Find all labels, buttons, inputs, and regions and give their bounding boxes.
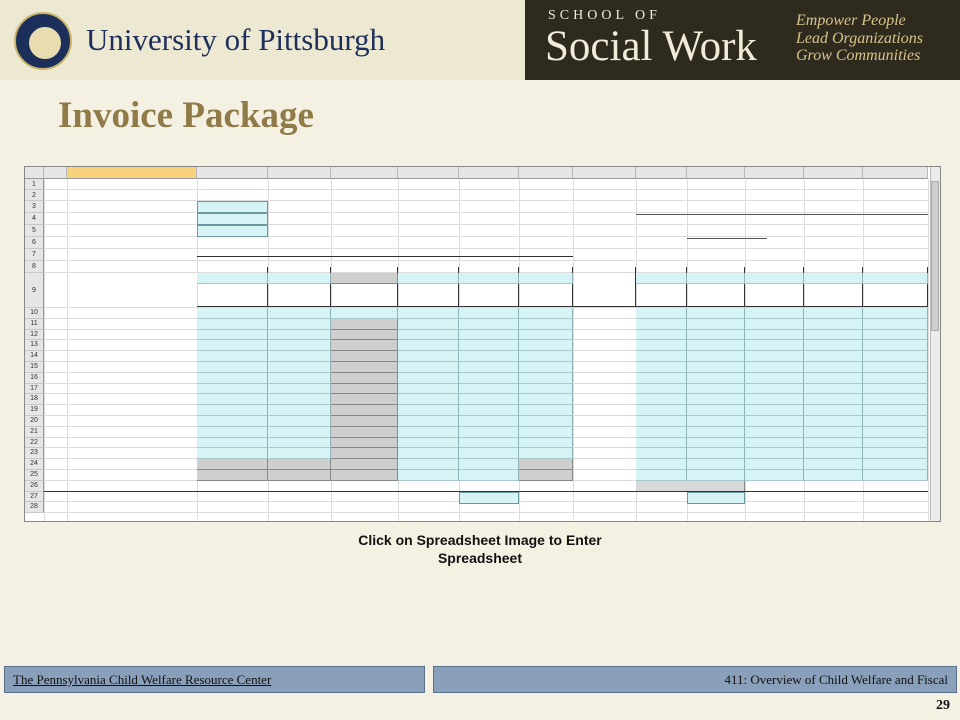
input-cell[interactable] bbox=[268, 373, 331, 384]
input-cell[interactable] bbox=[745, 330, 804, 341]
input-cell[interactable] bbox=[636, 448, 687, 459]
input-cell[interactable] bbox=[197, 362, 268, 373]
input-cell[interactable] bbox=[519, 394, 573, 405]
input-cell[interactable] bbox=[197, 330, 268, 341]
input-cell[interactable] bbox=[804, 362, 863, 373]
input-cell[interactable] bbox=[745, 308, 804, 319]
row-header: 26 bbox=[25, 481, 44, 492]
input-cell[interactable] bbox=[519, 427, 573, 438]
input-cell[interactable] bbox=[398, 470, 459, 481]
input-cell[interactable] bbox=[398, 459, 459, 470]
disabled-cell bbox=[331, 330, 398, 341]
column-header bbox=[197, 167, 268, 179]
input-cell[interactable] bbox=[398, 351, 459, 362]
input-cell[interactable] bbox=[804, 405, 863, 416]
input-cell[interactable] bbox=[687, 394, 745, 405]
input-cell[interactable] bbox=[636, 459, 687, 470]
input-cell[interactable] bbox=[863, 319, 928, 330]
input-cell[interactable] bbox=[519, 308, 573, 319]
column-header bbox=[268, 167, 331, 179]
disabled-cell bbox=[331, 340, 398, 351]
vertical-scrollbar[interactable] bbox=[930, 167, 940, 522]
row-header: 13 bbox=[25, 340, 44, 351]
disabled-cell bbox=[268, 459, 331, 470]
input-cell[interactable] bbox=[398, 448, 459, 459]
objects-label bbox=[197, 256, 573, 257]
input-cell[interactable] bbox=[398, 319, 459, 330]
input-cell[interactable] bbox=[687, 459, 745, 470]
input-cell[interactable] bbox=[636, 384, 687, 395]
input-cell[interactable] bbox=[268, 340, 331, 351]
resource-center-link[interactable]: The Pennsylvania Child Welfare Resource Center bbox=[13, 672, 272, 687]
page-number: 29 bbox=[936, 698, 950, 713]
input-cell[interactable] bbox=[745, 362, 804, 373]
column-header bbox=[863, 167, 928, 179]
row-header: 28 bbox=[25, 502, 44, 513]
row-header: 27 bbox=[25, 492, 44, 503]
input-cell[interactable] bbox=[863, 459, 928, 470]
input-cell[interactable] bbox=[745, 459, 804, 470]
input-cell[interactable] bbox=[519, 340, 573, 351]
input-cell[interactable] bbox=[459, 459, 519, 470]
input-cell[interactable] bbox=[745, 448, 804, 459]
input-cell[interactable] bbox=[197, 340, 268, 351]
page-title: Invoice Package bbox=[58, 95, 314, 136]
input-cell[interactable] bbox=[398, 330, 459, 341]
row-header: 23 bbox=[25, 448, 44, 459]
input-cell[interactable] bbox=[268, 427, 331, 438]
disabled-cell bbox=[331, 427, 398, 438]
input-cell[interactable] bbox=[745, 340, 804, 351]
row-header: 11 bbox=[25, 319, 44, 330]
input-cell[interactable] bbox=[745, 373, 804, 384]
col-gridline bbox=[44, 179, 45, 522]
input-cell[interactable] bbox=[197, 384, 268, 395]
row27-right-input[interactable] bbox=[687, 492, 745, 504]
input-cell[interactable] bbox=[459, 273, 519, 284]
column-header bbox=[44, 167, 67, 179]
row-header: 24 bbox=[25, 459, 44, 470]
input-cell[interactable] bbox=[745, 427, 804, 438]
input-cell[interactable] bbox=[804, 416, 863, 427]
input-cell[interactable] bbox=[398, 273, 459, 284]
disabled-cell bbox=[331, 394, 398, 405]
input-cell[interactable] bbox=[459, 427, 519, 438]
disabled-cell bbox=[197, 470, 268, 481]
disabled-cell bbox=[331, 273, 398, 284]
input-cell[interactable] bbox=[745, 416, 804, 427]
input-cell[interactable] bbox=[636, 470, 687, 481]
input-cell[interactable] bbox=[636, 373, 687, 384]
row-gridline bbox=[44, 212, 928, 213]
input-cell[interactable] bbox=[268, 319, 331, 330]
input-cell[interactable] bbox=[687, 384, 745, 395]
input-cell[interactable] bbox=[636, 340, 687, 351]
row-header: 22 bbox=[25, 438, 44, 449]
input-cell[interactable] bbox=[459, 438, 519, 449]
input-cell[interactable] bbox=[519, 373, 573, 384]
footer-right: 411: Overview of Child Welfare and Fiscal bbox=[433, 666, 957, 693]
column-header bbox=[398, 167, 459, 179]
footer-left bbox=[4, 666, 425, 693]
input-cell[interactable] bbox=[636, 351, 687, 362]
university-name: University of Pittsburgh bbox=[86, 22, 386, 57]
input-cell[interactable] bbox=[268, 273, 331, 284]
input-cell[interactable] bbox=[863, 330, 928, 341]
input-cell[interactable] bbox=[863, 362, 928, 373]
input-cell[interactable] bbox=[863, 373, 928, 384]
input-cell[interactable] bbox=[197, 373, 268, 384]
spreadsheet-image-link[interactable] bbox=[24, 166, 941, 522]
input-cell[interactable] bbox=[459, 394, 519, 405]
input-cell[interactable] bbox=[519, 351, 573, 362]
input-cell[interactable] bbox=[459, 373, 519, 384]
disabled-cell bbox=[519, 470, 573, 481]
row-gridline bbox=[44, 224, 928, 225]
date-input-cell[interactable] bbox=[197, 201, 268, 213]
input-cell[interactable] bbox=[863, 340, 928, 351]
disabled-cell bbox=[331, 448, 398, 459]
column-header bbox=[636, 167, 687, 179]
row-header: 20 bbox=[25, 416, 44, 427]
input-cell[interactable] bbox=[519, 319, 573, 330]
row-gridline bbox=[44, 189, 928, 190]
input-cell[interactable] bbox=[804, 448, 863, 459]
row-header: 12 bbox=[25, 330, 44, 341]
input-cell[interactable] bbox=[687, 319, 745, 330]
input-cell[interactable] bbox=[398, 438, 459, 449]
input-cell[interactable] bbox=[459, 448, 519, 459]
disabled-cell bbox=[197, 459, 268, 470]
disabled-cell bbox=[331, 373, 398, 384]
input-cell[interactable] bbox=[745, 438, 804, 449]
input-cell[interactable] bbox=[268, 384, 331, 395]
disabled-cell bbox=[331, 470, 398, 481]
input-cell[interactable] bbox=[268, 308, 331, 319]
input-cell[interactable] bbox=[197, 351, 268, 362]
disabled-cell bbox=[331, 405, 398, 416]
input-cell[interactable] bbox=[197, 438, 268, 449]
row-gridline bbox=[44, 248, 928, 249]
input-cell[interactable] bbox=[268, 405, 331, 416]
input-cell[interactable] bbox=[331, 308, 398, 319]
input-cell[interactable] bbox=[197, 448, 268, 459]
input-cell[interactable] bbox=[197, 416, 268, 427]
input-cell[interactable] bbox=[863, 427, 928, 438]
date-input-cell[interactable] bbox=[197, 225, 268, 237]
input-cell[interactable] bbox=[459, 416, 519, 427]
input-cell[interactable] bbox=[268, 394, 331, 405]
input-cell[interactable] bbox=[519, 362, 573, 373]
row27-left-input[interactable] bbox=[459, 492, 519, 504]
row-gridline bbox=[44, 200, 928, 201]
input-cell[interactable] bbox=[804, 340, 863, 351]
column-header bbox=[331, 167, 398, 179]
input-cell[interactable] bbox=[636, 416, 687, 427]
col-gridline bbox=[928, 179, 929, 522]
input-cell[interactable] bbox=[863, 470, 928, 481]
input-cell[interactable] bbox=[636, 362, 687, 373]
input-cell[interactable] bbox=[804, 330, 863, 341]
row-header: 18 bbox=[25, 394, 44, 405]
row-header: 9 bbox=[25, 273, 44, 308]
input-cell[interactable] bbox=[459, 308, 519, 319]
disabled-cell bbox=[331, 351, 398, 362]
row-header: 14 bbox=[25, 351, 44, 362]
caption-line-1: Click on Spreadsheet Image to Enter bbox=[358, 532, 602, 548]
university-seal-icon bbox=[14, 12, 72, 70]
row-header: 8 bbox=[25, 261, 44, 273]
row-header: 21 bbox=[25, 427, 44, 438]
input-cell[interactable] bbox=[804, 273, 863, 284]
input-cell[interactable] bbox=[398, 405, 459, 416]
input-cell[interactable] bbox=[519, 330, 573, 341]
disabled-cell bbox=[268, 470, 331, 481]
social-work-label: Social Work bbox=[545, 23, 757, 70]
input-cell[interactable] bbox=[687, 330, 745, 341]
input-cell[interactable] bbox=[398, 416, 459, 427]
input-cell[interactable] bbox=[636, 273, 687, 284]
input-cell[interactable] bbox=[268, 362, 331, 373]
scrollbar-thumb[interactable] bbox=[931, 181, 939, 331]
input-cell[interactable] bbox=[519, 273, 573, 284]
disabled-cell bbox=[331, 416, 398, 427]
input-cell[interactable] bbox=[804, 427, 863, 438]
row-header: 1 bbox=[25, 179, 44, 190]
pitt-header bbox=[0, 0, 525, 80]
column-title bbox=[573, 267, 636, 307]
column-header bbox=[687, 167, 745, 179]
col-gridline bbox=[67, 179, 68, 522]
school-of-label: SCHOOL OF bbox=[548, 8, 661, 23]
input-cell[interactable] bbox=[687, 273, 745, 284]
column-header bbox=[67, 167, 197, 179]
input-cell[interactable] bbox=[804, 373, 863, 384]
input-cell[interactable] bbox=[459, 384, 519, 395]
input-cell[interactable] bbox=[687, 308, 745, 319]
input-cell[interactable] bbox=[745, 405, 804, 416]
input-cell[interactable] bbox=[519, 405, 573, 416]
input-cell[interactable] bbox=[459, 405, 519, 416]
disabled-cell bbox=[331, 362, 398, 373]
row-header: 2 bbox=[25, 190, 44, 201]
disabled-cell bbox=[331, 459, 398, 470]
input-cell[interactable] bbox=[804, 319, 863, 330]
input-cell[interactable] bbox=[268, 416, 331, 427]
input-cell[interactable] bbox=[687, 351, 745, 362]
input-cell[interactable] bbox=[197, 427, 268, 438]
input-cell[interactable] bbox=[519, 448, 573, 459]
input-cell[interactable] bbox=[687, 438, 745, 449]
date-input-cell[interactable] bbox=[197, 213, 268, 225]
row-header: 5 bbox=[25, 225, 44, 237]
input-cell[interactable] bbox=[636, 405, 687, 416]
input-cell[interactable] bbox=[863, 308, 928, 319]
row-header: 25 bbox=[25, 470, 44, 481]
input-cell[interactable] bbox=[863, 273, 928, 284]
column-header bbox=[519, 167, 573, 179]
input-cell[interactable] bbox=[398, 384, 459, 395]
caption-line-2: Spreadsheet bbox=[437, 550, 523, 566]
input-cell[interactable] bbox=[636, 438, 687, 449]
input-cell[interactable] bbox=[687, 340, 745, 351]
row-header: 10 bbox=[25, 308, 44, 319]
input-cell[interactable] bbox=[687, 416, 745, 427]
input-cell[interactable] bbox=[459, 330, 519, 341]
input-cell[interactable] bbox=[745, 319, 804, 330]
input-cell[interactable] bbox=[687, 448, 745, 459]
input-cell[interactable] bbox=[687, 373, 745, 384]
input-cell[interactable] bbox=[687, 427, 745, 438]
input-cell[interactable] bbox=[459, 470, 519, 481]
input-cell[interactable] bbox=[398, 362, 459, 373]
input-cell[interactable] bbox=[197, 273, 268, 284]
input-cell[interactable] bbox=[863, 448, 928, 459]
tagline-3: Grow Communities bbox=[796, 47, 921, 64]
input-cell[interactable] bbox=[519, 384, 573, 395]
county-underline bbox=[636, 214, 928, 215]
row-gridline bbox=[44, 512, 928, 513]
input-cell[interactable] bbox=[804, 351, 863, 362]
row-gridline bbox=[44, 236, 928, 237]
input-cell[interactable] bbox=[268, 330, 331, 341]
row-header: 3 bbox=[25, 201, 44, 213]
input-cell[interactable] bbox=[863, 394, 928, 405]
input-cell[interactable] bbox=[687, 470, 745, 481]
input-cell[interactable] bbox=[636, 427, 687, 438]
input-cell[interactable] bbox=[804, 384, 863, 395]
input-cell[interactable] bbox=[636, 308, 687, 319]
input-cell[interactable] bbox=[745, 470, 804, 481]
input-cell[interactable] bbox=[459, 340, 519, 351]
input-cell[interactable] bbox=[745, 273, 804, 284]
input-cell[interactable] bbox=[459, 362, 519, 373]
row-header: 7 bbox=[25, 249, 44, 261]
row-header: 4 bbox=[25, 213, 44, 225]
input-cell[interactable] bbox=[398, 394, 459, 405]
col-gridline bbox=[573, 179, 574, 522]
row-header: 15 bbox=[25, 362, 44, 373]
input-cell[interactable] bbox=[268, 438, 331, 449]
input-cell[interactable] bbox=[197, 394, 268, 405]
input-cell[interactable] bbox=[863, 351, 928, 362]
input-cell[interactable] bbox=[745, 384, 804, 395]
input-cell[interactable] bbox=[459, 319, 519, 330]
input-cell[interactable] bbox=[863, 438, 928, 449]
input-cell[interactable] bbox=[687, 405, 745, 416]
row-gridline bbox=[44, 260, 928, 261]
disabled-cell bbox=[331, 438, 398, 449]
row-header: 6 bbox=[25, 237, 44, 249]
column-header bbox=[459, 167, 519, 179]
row-header: 16 bbox=[25, 373, 44, 384]
input-cell[interactable] bbox=[459, 351, 519, 362]
disabled-cell bbox=[331, 319, 398, 330]
disabled-cell bbox=[331, 384, 398, 395]
input-cell[interactable] bbox=[804, 459, 863, 470]
input-cell[interactable] bbox=[519, 416, 573, 427]
input-cell[interactable] bbox=[636, 319, 687, 330]
tagline-1: Empower People bbox=[796, 12, 906, 29]
row-header: 19 bbox=[25, 405, 44, 416]
input-cell[interactable] bbox=[398, 427, 459, 438]
input-cell[interactable] bbox=[863, 416, 928, 427]
sheet-corner bbox=[25, 167, 44, 179]
report-underline bbox=[687, 238, 767, 239]
input-cell[interactable] bbox=[863, 405, 928, 416]
column-header bbox=[804, 167, 863, 179]
input-cell[interactable] bbox=[804, 308, 863, 319]
input-cell[interactable] bbox=[745, 351, 804, 362]
input-cell[interactable] bbox=[268, 448, 331, 459]
input-cell[interactable] bbox=[745, 394, 804, 405]
input-cell[interactable] bbox=[197, 405, 268, 416]
input-cell[interactable] bbox=[197, 319, 268, 330]
input-cell[interactable] bbox=[863, 384, 928, 395]
input-cell[interactable] bbox=[636, 394, 687, 405]
tagline-2: Lead Organizations bbox=[796, 30, 923, 47]
column-header bbox=[745, 167, 804, 179]
row-header: 17 bbox=[25, 384, 44, 395]
input-cell[interactable] bbox=[804, 438, 863, 449]
input-cell[interactable] bbox=[687, 362, 745, 373]
disabled-cell bbox=[519, 459, 573, 470]
input-cell[interactable] bbox=[519, 438, 573, 449]
column-header bbox=[573, 167, 636, 179]
input-cell[interactable] bbox=[398, 308, 459, 319]
input-cell[interactable] bbox=[268, 351, 331, 362]
input-cell[interactable] bbox=[804, 394, 863, 405]
input-cell[interactable] bbox=[804, 470, 863, 481]
input-cell[interactable] bbox=[398, 340, 459, 351]
input-cell[interactable] bbox=[636, 330, 687, 341]
input-cell[interactable] bbox=[398, 373, 459, 384]
input-cell[interactable] bbox=[197, 308, 268, 319]
